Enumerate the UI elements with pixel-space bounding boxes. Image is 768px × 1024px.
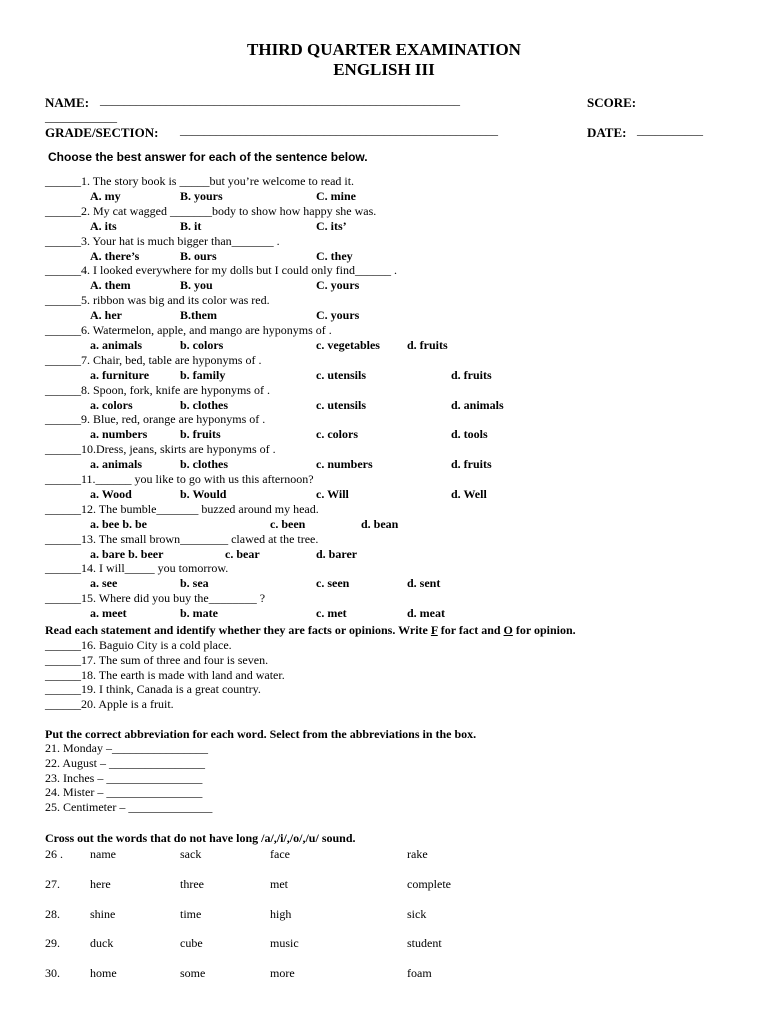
choice-12-1[interactable]: c. been [270, 516, 306, 531]
choice-13-2[interactable]: d. barer [316, 546, 358, 561]
word-28-0[interactable]: shine [90, 906, 116, 921]
question-1: ______1. The story book is _____but you’re welcome to read it. [45, 174, 355, 188]
choice-3-2[interactable]: C. they [316, 248, 353, 263]
choice-9-3[interactable]: d. tools [451, 427, 488, 442]
choice-15-0[interactable]: a. meet [90, 606, 127, 621]
question-5: ______5. ribbon was big and its color was red. [45, 293, 270, 308]
choice-14-1[interactable]: b. sea [180, 576, 209, 591]
choice-1-2[interactable]: C. mine [316, 189, 356, 203]
word-29-1[interactable]: cube [180, 936, 203, 951]
name-label: NAME: [45, 95, 90, 110]
word-28-1[interactable]: time [180, 906, 202, 921]
word-27-3[interactable]: complete [407, 876, 451, 891]
choice-10-3[interactable]: d. fruits [451, 457, 492, 472]
statement-17: ______17. The sum of three and four is seven. [45, 652, 269, 667]
word-row-number-27: 27. [45, 876, 60, 891]
statement-19: ______19. I think, Canada is a great country. [45, 682, 261, 697]
choice-9-2[interactable]: c. colors [316, 427, 358, 442]
question-15: ______15. Where did you buy the________ ? [45, 591, 266, 606]
word-26-1[interactable]: sack [180, 847, 202, 861]
word-26-2[interactable]: face [270, 847, 290, 861]
abbreviation-item-24[interactable]: 24. Mister – ________________ [45, 785, 203, 800]
question-9: ______9. Blue, red, orange are hyponyms of . [45, 412, 266, 427]
question-14: ______14. I will_____ you tomorrow. [45, 561, 229, 576]
choice-4-2[interactable]: C. yours [316, 278, 360, 293]
choice-7-0[interactable]: a. furniture [90, 367, 150, 382]
word-27-1[interactable]: three [180, 876, 204, 891]
exam-subject: ENGLISH III [333, 60, 435, 79]
word-26-0[interactable]: name [90, 847, 116, 861]
question-10: ______10.Dress, jeans, skirts are hyponyms of . [45, 442, 276, 457]
choice-6-0[interactable]: a. animals [90, 338, 143, 352]
word-29-2[interactable]: music [270, 936, 299, 951]
choice-14-2[interactable]: c. seen [316, 576, 350, 591]
part3-instruction: Put the correct abbreviation for each word. Select from the abbreviations in the box. [45, 727, 477, 741]
date-blank[interactable]: ___________ [637, 123, 703, 137]
choice-4-1[interactable]: B. you [180, 278, 213, 293]
word-29-3[interactable]: student [407, 936, 442, 951]
choice-6-3[interactable]: d. fruits [407, 338, 448, 352]
choice-15-3[interactable]: d. meat [407, 606, 445, 621]
choice-15-1[interactable]: b. mate [180, 606, 218, 621]
word-30-3[interactable]: foam [407, 966, 432, 981]
abbreviation-item-22[interactable]: 22. August – ________________ [45, 755, 206, 770]
choice-1-1[interactable]: B. yours [180, 189, 223, 203]
choice-2-0[interactable]: A. its [90, 218, 117, 233]
part1-instruction: Choose the best answer for each of the sentence below. [48, 150, 368, 164]
choice-9-1[interactable]: b. fruits [180, 427, 221, 442]
opinion-letter: O [503, 623, 513, 637]
word-row-number-30: 30. [45, 966, 60, 981]
choice-12-0[interactable]: a. bee b. be [90, 516, 147, 531]
choice-15-2[interactable]: c. met [316, 606, 347, 621]
question-2: ______2. My cat wagged _______body to show how happy she was. [45, 203, 377, 218]
question-7: ______7. Chair, bed, table are hyponyms of . [45, 352, 262, 367]
word-30-0[interactable]: home [90, 966, 117, 981]
word-row-number-26: 26 . [45, 847, 63, 861]
statement-16: ______16. Baguio City is a cold place. [45, 638, 232, 652]
choice-3-1[interactable]: B. ours [180, 248, 217, 263]
question-4: ______4. I looked everywhere for my dolls but I could only find______ . [45, 263, 397, 278]
word-row-number-29: 29. [45, 936, 60, 951]
word-27-2[interactable]: met [270, 876, 288, 891]
score-blank[interactable]: ____________ [45, 110, 117, 124]
question-8: ______8. Spoon, fork, knife are hyponyms of . [45, 382, 270, 397]
choice-11-1[interactable]: b. Would [180, 487, 227, 501]
choice-14-0[interactable]: a. see [90, 576, 118, 591]
score-label: SCORE: [587, 95, 637, 110]
word-30-1[interactable]: some [180, 966, 206, 981]
choice-11-0[interactable]: a. Wood [90, 487, 132, 501]
choice-7-1[interactable]: b. family [180, 367, 226, 382]
word-28-2[interactable]: high [270, 906, 292, 921]
choice-11-3[interactable]: d. Well [451, 487, 487, 501]
part2-instruction: Read each statement and identify whether they are facts or opinions. Write F for fact and O for opinion. [45, 623, 576, 637]
choice-11-2[interactable]: c. Will [316, 487, 349, 501]
choice-4-0[interactable]: A. them [90, 278, 131, 293]
date-label: DATE: [587, 125, 627, 140]
question-13: ______13. The small brown________ clawed at the tree. [45, 531, 319, 546]
choice-6-1[interactable]: b. colors [180, 338, 224, 352]
choice-14-3[interactable]: d. sent [407, 576, 441, 591]
choice-10-1[interactable]: b. clothes [180, 457, 228, 472]
abbreviation-item-25[interactable]: 25. Centimeter – ______________ [45, 800, 213, 815]
choice-7-2[interactable]: c. utensils [316, 367, 367, 382]
word-29-0[interactable]: duck [90, 936, 114, 951]
choice-10-0[interactable]: a. animals [90, 457, 143, 472]
choice-12-2[interactable]: d. bean [361, 516, 399, 531]
choice-8-3[interactable]: d. animals [451, 397, 504, 412]
grade-section-label: GRADE/SECTION: [45, 125, 159, 140]
choice-6-2[interactable]: c. vegetables [316, 338, 380, 352]
choice-5-0[interactable]: A. her [90, 308, 122, 323]
question-11: ______11.______ you like to go with us this afternoon? [45, 472, 314, 486]
grade-section-blank[interactable]: _____________________________________________________ [180, 123, 498, 137]
choice-1-0[interactable]: A. my [90, 189, 121, 203]
statement-18: ______18. The earth is made with land and water. [45, 667, 285, 682]
abbreviation-item-23[interactable]: 23. Inches – ________________ [45, 770, 203, 785]
word-30-2[interactable]: more [270, 966, 295, 981]
choice-13-0[interactable]: a. bare b. beer [90, 546, 164, 561]
question-3: ______3. Your hat is much bigger than_______ . [45, 233, 280, 248]
word-27-0[interactable]: here [90, 876, 111, 891]
choice-8-1[interactable]: b. clothes [180, 397, 228, 412]
choice-3-0[interactable]: A. there’s [90, 248, 140, 263]
word-26-3[interactable]: rake [407, 847, 428, 861]
statement-20: ______20. Apple is a fruit. [45, 697, 174, 712]
exam-title: THIRD QUARTER EXAMINATION [247, 40, 521, 59]
part4-instruction: Cross out the words that do not have long /a/,/i/,/o/,/u/ sound. [45, 831, 356, 845]
name-blank[interactable]: ____________________________________________________________ [100, 93, 460, 107]
choice-7-3[interactable]: d. fruits [451, 367, 492, 382]
question-12: ______12. The bumble_______ buzzed around my head. [45, 501, 319, 516]
fact-letter: F [430, 623, 438, 637]
choice-9-0[interactable]: a. numbers [90, 427, 148, 442]
question-6: ______6. Watermelon, apple, and mango are hyponyms of . [45, 323, 332, 337]
choice-8-0[interactable]: a. colors [90, 397, 133, 412]
abbreviation-item-21[interactable]: 21. Monday –________________ [45, 741, 208, 755]
choice-5-1[interactable]: B.them [180, 308, 217, 323]
choice-5-2[interactable]: C. yours [316, 308, 360, 323]
word-28-3[interactable]: sick [407, 906, 427, 921]
choice-13-1[interactable]: c. bear [225, 546, 260, 561]
choice-2-2[interactable]: C. its’ [316, 218, 347, 233]
choice-2-1[interactable]: B. it [180, 218, 202, 233]
word-row-number-28: 28. [45, 906, 60, 921]
choice-8-2[interactable]: c. utensils [316, 397, 367, 412]
choice-10-2[interactable]: c. numbers [316, 457, 373, 472]
